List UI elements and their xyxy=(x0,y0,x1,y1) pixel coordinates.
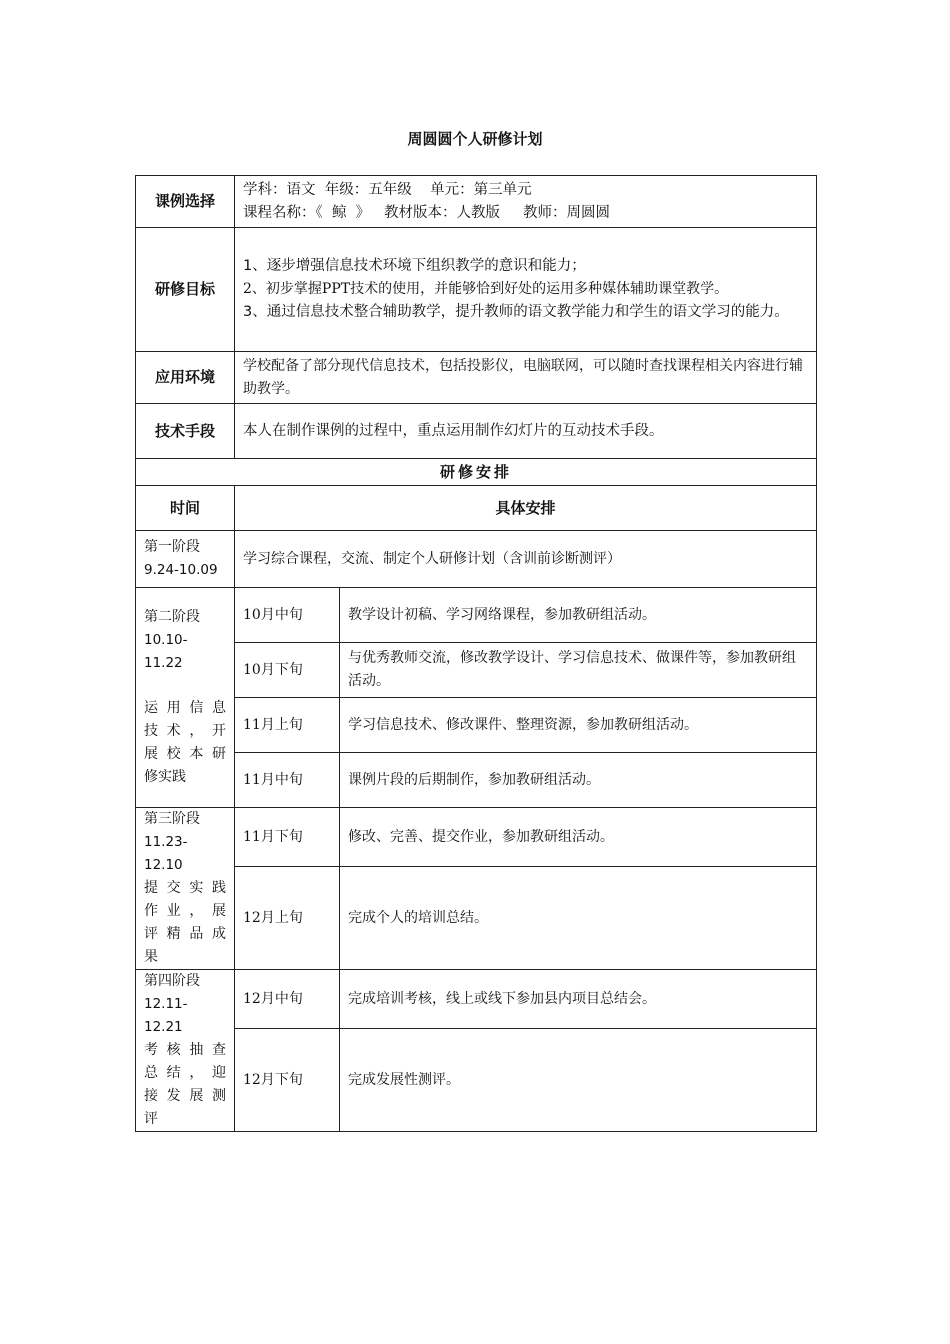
stage2-name: 第二阶段 xyxy=(144,609,200,625)
stage2-plan-4: 课例片段的后期制作，参加教研组活动。 xyxy=(340,753,817,808)
stage4-plan-2: 完成发展性测评。 xyxy=(340,1029,817,1132)
stage1-name: 第一阶段 xyxy=(144,539,200,555)
stage2-row-3 xyxy=(136,698,817,753)
stage4-desc-c: 接发展测 xyxy=(144,1088,226,1104)
goals-content xyxy=(235,228,817,352)
tech-content: 本人在制作课例的过程中，重点运用制作幻灯片的互动技术手段。 xyxy=(235,404,817,459)
stage3-period-2: 12月上旬 xyxy=(235,867,340,970)
stage2-row-2 xyxy=(136,643,817,698)
stage1-dates: 9.24-10.09 xyxy=(144,562,218,578)
env-content: 学校配备了部分现代信息技术，包括投影仪，电脑联网，可以随时查找课程相关内容进行辅助教学。 xyxy=(235,352,817,404)
goals-row xyxy=(136,228,817,352)
stage3-desc-d: 果 xyxy=(144,949,158,965)
stage3-desc-a: 提交实践 xyxy=(144,880,226,896)
env-label: 应用环境 xyxy=(136,352,235,404)
stage4-row-1 xyxy=(136,970,817,1029)
stage4-period-2: 12月下旬 xyxy=(235,1029,340,1132)
stage3-plan-2: 完成个人的培训总结。 xyxy=(340,867,817,970)
stage1-time xyxy=(136,531,235,588)
stage2-period-1: 10月中旬 xyxy=(235,588,340,643)
stage3-row-1 xyxy=(136,808,817,867)
course-content xyxy=(235,176,817,228)
stage4-desc-d: 评 xyxy=(144,1111,158,1127)
course-line-1: 学科：语文 年级：五年级 单元：第三单元 xyxy=(243,181,532,198)
goal-3: 3、通过信息技术整合辅助教学，提升教师的语文教学能力和学生的语文学习的能力。 xyxy=(243,304,789,320)
col-time-header: 时间 xyxy=(136,486,235,531)
stage3-desc-c: 评精品成 xyxy=(144,926,226,942)
goal-2: 2、初步掌握PPT技术的使用，并能够恰到好处的运用多种媒体辅助课堂教学。 xyxy=(243,281,729,297)
stage2-dates: 10.10-11.22 xyxy=(144,632,188,671)
stage3-row-2 xyxy=(136,867,817,970)
stage2-period-4: 11月中旬 xyxy=(235,753,340,808)
stage1-row xyxy=(136,531,817,588)
stage3-name: 第三阶段 xyxy=(144,811,200,827)
stage1-plan: 学习综合课程，交流、制定个人研修计划（含训前诊断测评） xyxy=(235,531,817,588)
stage2-plan-2: 与优秀教师交流，修改教学设计、学习信息技术、做课件等，参加教研组活动。 xyxy=(340,643,817,698)
stage4-row-2 xyxy=(136,1029,817,1132)
goal-1: 1、逐步增强信息技术环境下组织教学的意识和能力； xyxy=(243,258,586,274)
stage4-name: 第四阶段 xyxy=(144,973,200,989)
stage4-plan-1: 完成培训考核，线上或线下参加县内项目总结会。 xyxy=(340,970,817,1029)
stage2-period-2: 10月下旬 xyxy=(235,643,340,698)
stage2-desc-d: 修实践 xyxy=(144,769,186,785)
stage2-period-3: 11月上旬 xyxy=(235,698,340,753)
course-label: 课例选择 xyxy=(136,176,235,228)
schedule-title: 研修安排 xyxy=(136,459,817,486)
stage4-time xyxy=(136,970,235,1132)
stage2-plan-1: 教学设计初稿、学习网络课程，参加教研组活动。 xyxy=(340,588,817,643)
tech-label: 技术手段 xyxy=(136,404,235,459)
stage3-time xyxy=(136,808,235,970)
stage2-desc-a: 运用信息 xyxy=(144,700,226,716)
stage2-row-4 xyxy=(136,753,817,808)
stage2-plan-3: 学习信息技术、修改课件、整理资源，参加教研组活动。 xyxy=(340,698,817,753)
stage4-dates: 12.11-12.21 xyxy=(144,996,188,1035)
stage3-period-1: 11月下旬 xyxy=(235,808,340,867)
stage4-desc-b: 总结，迎 xyxy=(144,1065,226,1081)
tech-row xyxy=(136,404,817,459)
goals-label: 研修目标 xyxy=(136,228,235,352)
stage3-plan-1: 修改、完善、提交作业，参加教研组活动。 xyxy=(340,808,817,867)
schedule-header-row xyxy=(136,486,817,531)
stage4-desc-a: 考核抽查 xyxy=(144,1042,226,1058)
col-plan-header: 具体安排 xyxy=(235,486,817,531)
stage4-period-1: 12月中旬 xyxy=(235,970,340,1029)
stage2-desc-c: 展校本研 xyxy=(144,746,226,762)
document-title: 周圆圆个人研修计划 xyxy=(407,130,543,148)
stage3-dates: 11.23-12.10 xyxy=(144,834,188,873)
course-row xyxy=(136,176,817,228)
course-line-2: 课程名称：《 鲸 》 教材版本：人教版 教师：周圆圆 xyxy=(243,204,611,221)
stage2-row-1 xyxy=(136,588,817,643)
stage2-time xyxy=(136,588,235,808)
stage2-desc-b: 技术，开 xyxy=(144,723,226,739)
schedule-title-row xyxy=(136,459,817,486)
env-row xyxy=(136,352,817,404)
plan-table xyxy=(135,175,817,1132)
stage3-desc-b: 作业，展 xyxy=(144,903,226,919)
